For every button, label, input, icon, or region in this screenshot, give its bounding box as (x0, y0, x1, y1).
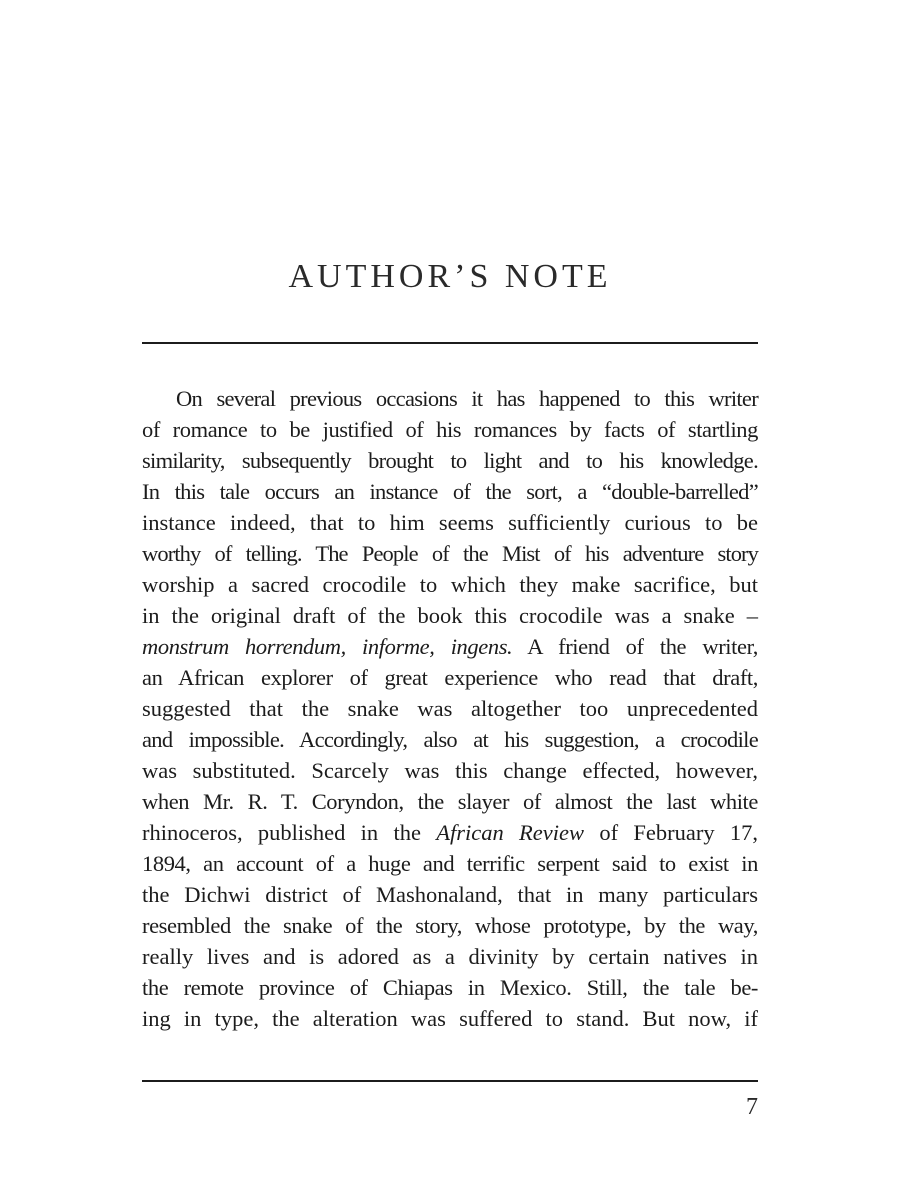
text-line: On several previous occasions it has happened to this writer (176, 386, 758, 411)
publication-title: African Review (436, 820, 585, 845)
text-fragment: rhinoceros, published in the (142, 820, 421, 845)
latin-quote: monstrum horrendum, informe, ingens. (142, 634, 513, 659)
bottom-divider (142, 1080, 758, 1082)
text-fragment: of February 17, (599, 820, 758, 845)
text-line: ing in type, the alteration was suffered to stand. But now, if (142, 1006, 758, 1031)
text-line (142, 817, 758, 848)
text-line: when Mr. R. T. Coryndon, the slayer of almost the last white (142, 789, 758, 814)
text-line: in the original draft of the book this crocodile was a snake – (142, 603, 758, 628)
text-line: instance indeed, that to him seems sufficiently curious to be (142, 510, 758, 535)
page-number: 7 (746, 1094, 758, 1120)
text-line: similarity, subsequently brought to light and to his knowledge. (142, 448, 758, 473)
body-paragraph (142, 383, 758, 1034)
top-divider (142, 342, 758, 344)
text-line: worship a sacred crocodile to which they make sacrifice, but (142, 572, 758, 597)
text-line: In this tale occurs an instance of the sort, a “double-barrelled” (142, 479, 758, 504)
text-line (142, 631, 758, 662)
text-line: the Dichwi district of Mashonaland, that in many particulars (142, 882, 758, 907)
text-line: really lives and is adored as a divinity by certain natives in (142, 944, 758, 969)
text-line: an African explorer of great experience who read that draft, (142, 665, 758, 690)
text-fragment: A friend of the writer, (527, 634, 759, 659)
text-line: and impossible. Accordingly, also at his suggestion, a crocodile (142, 727, 758, 752)
text-line: suggested that the snake was altogether too unprecedented (142, 696, 758, 721)
page-title: AUTHOR’S NOTE (288, 258, 612, 295)
text-line: the remote province of Chiapas in Mexico. Still, the tale be- (142, 975, 758, 1000)
text-line: worthy of telling. The People of the Mist of his adventure story (142, 541, 758, 566)
text-line: of romance to be justified of his romances by facts of startling (142, 417, 758, 442)
text-line: resembled the snake of the story, whose prototype, by the way, (142, 913, 758, 938)
text-line: was substituted. Scarcely was this change effected, however, (142, 758, 758, 783)
text-line: 1894, an account of a huge and terrific serpent said to exist in (142, 851, 758, 876)
